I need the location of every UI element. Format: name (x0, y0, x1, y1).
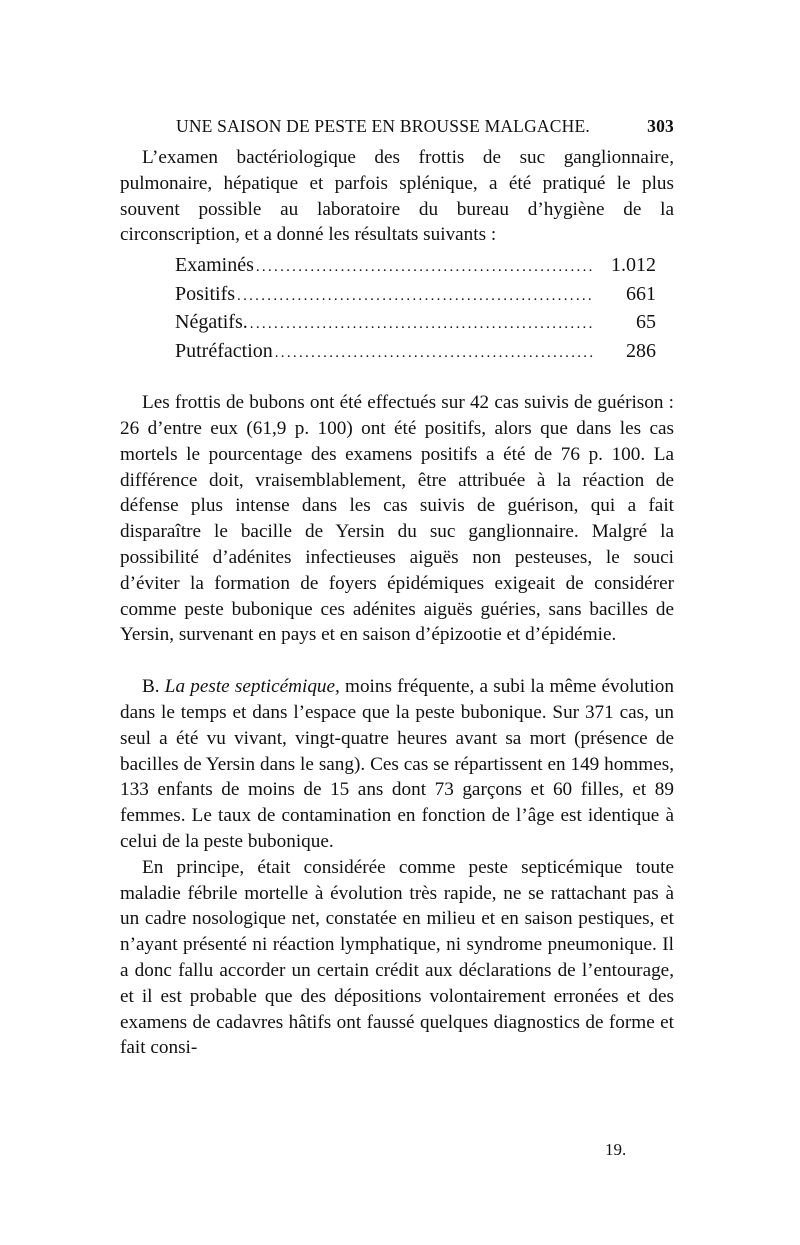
dot-leader (256, 254, 594, 281)
results-value: 65 (636, 311, 656, 334)
paragraph-examination: L’examen bactériologique des frottis de suc ganglionnaire, pulmonaire, hépatique et parfois splénique, a été pratiqué le plus souvent possible au laboratoire du bureau d’hygiène de la circonscription, et a donné les résultats suivants : (120, 147, 674, 246)
results-value: 286 (626, 339, 656, 362)
results-label: Putréfaction (175, 339, 273, 362)
running-title: UNE SAISON DE PESTE EN BROUSSE MALGACHE. (176, 116, 590, 136)
results-row (175, 252, 656, 281)
running-header (176, 116, 674, 137)
dot-leader (275, 340, 594, 367)
results-value: 661 (626, 282, 656, 305)
section-letter: B. (142, 676, 165, 698)
paragraph-bubo-smears: Les frottis de bubons ont été effectués sur 42 cas suivis de guérison : 26 d’entre eux (61,9 p. 100) ont été positifs, alors que dans les cas mortels le pourcentage des examens positifs a été de 76 p. 100. La différence doit, vraisemblablement, être attribuée à la réaction de défense plus intense dans les cas suivis de guérison, qui a fait disparaître le bacille de Yersin du suc ganglionnaire. Malgré la possibilité d’adénites infectieuses aiguës non pesteuses, le souci d’éviter la formation de foyers épidémiques exigeait de considérer comme peste bubonique ces adénites aiguës guéries, sans bacilles de Yersin, survenant en pays et en saison d’épizootie et d’épidémie. (120, 392, 674, 646)
paragraph-septicemic-plague (120, 674, 674, 855)
dot-leader (250, 311, 594, 338)
results-row (175, 281, 656, 310)
results-row (175, 309, 656, 338)
page-number: 303 (647, 116, 674, 136)
results-label: Positifs (175, 282, 236, 305)
results-row (175, 338, 656, 367)
page-content (120, 116, 674, 1061)
dot-leader (237, 283, 594, 310)
paragraph-definition: En principe, était considérée comme peste septicémique toute maladie fébrile mortelle à évolution très rapide, ne se rattachant pas à un cadre nosologique net, constatée en milieu et en saison pestiques, et n’ayant présenté ni réaction lymphatique, ni syndrome pneumonique. Il a donc fallu accorder un certain crédit aux déclarations de l’entourage, et il est probable que des dépositions volontairement erronées et des examens de cadavres hâtifs ont faussé quelques diagnostics de forme et fait consi- (120, 856, 674, 1059)
results-value: 1.012 (611, 254, 656, 277)
results-label: Négatifs. (175, 311, 248, 334)
signature-mark: 19. (605, 1140, 627, 1159)
section-heading: La peste septicémique, (164, 676, 340, 698)
section-text: moins fréquente, a subi la même évolution dans le temps et dans l’espace que la peste bubonique. Sur 371 cas, un seul a été vu vivant, vingt-quatre heures avant sa mort (présence de bacilles de Yersin dans le sang). Ces cas se répartissent en 149 hommes, 133 enfants de moins de 15 ans dont 73 garçons et 60 filles, et 89 femmes. Le taux de contamination en fonction de l’âge est identique à celui de la peste bubonique. (120, 676, 674, 852)
results-label: Examinés (175, 254, 254, 277)
results-table (175, 252, 656, 366)
